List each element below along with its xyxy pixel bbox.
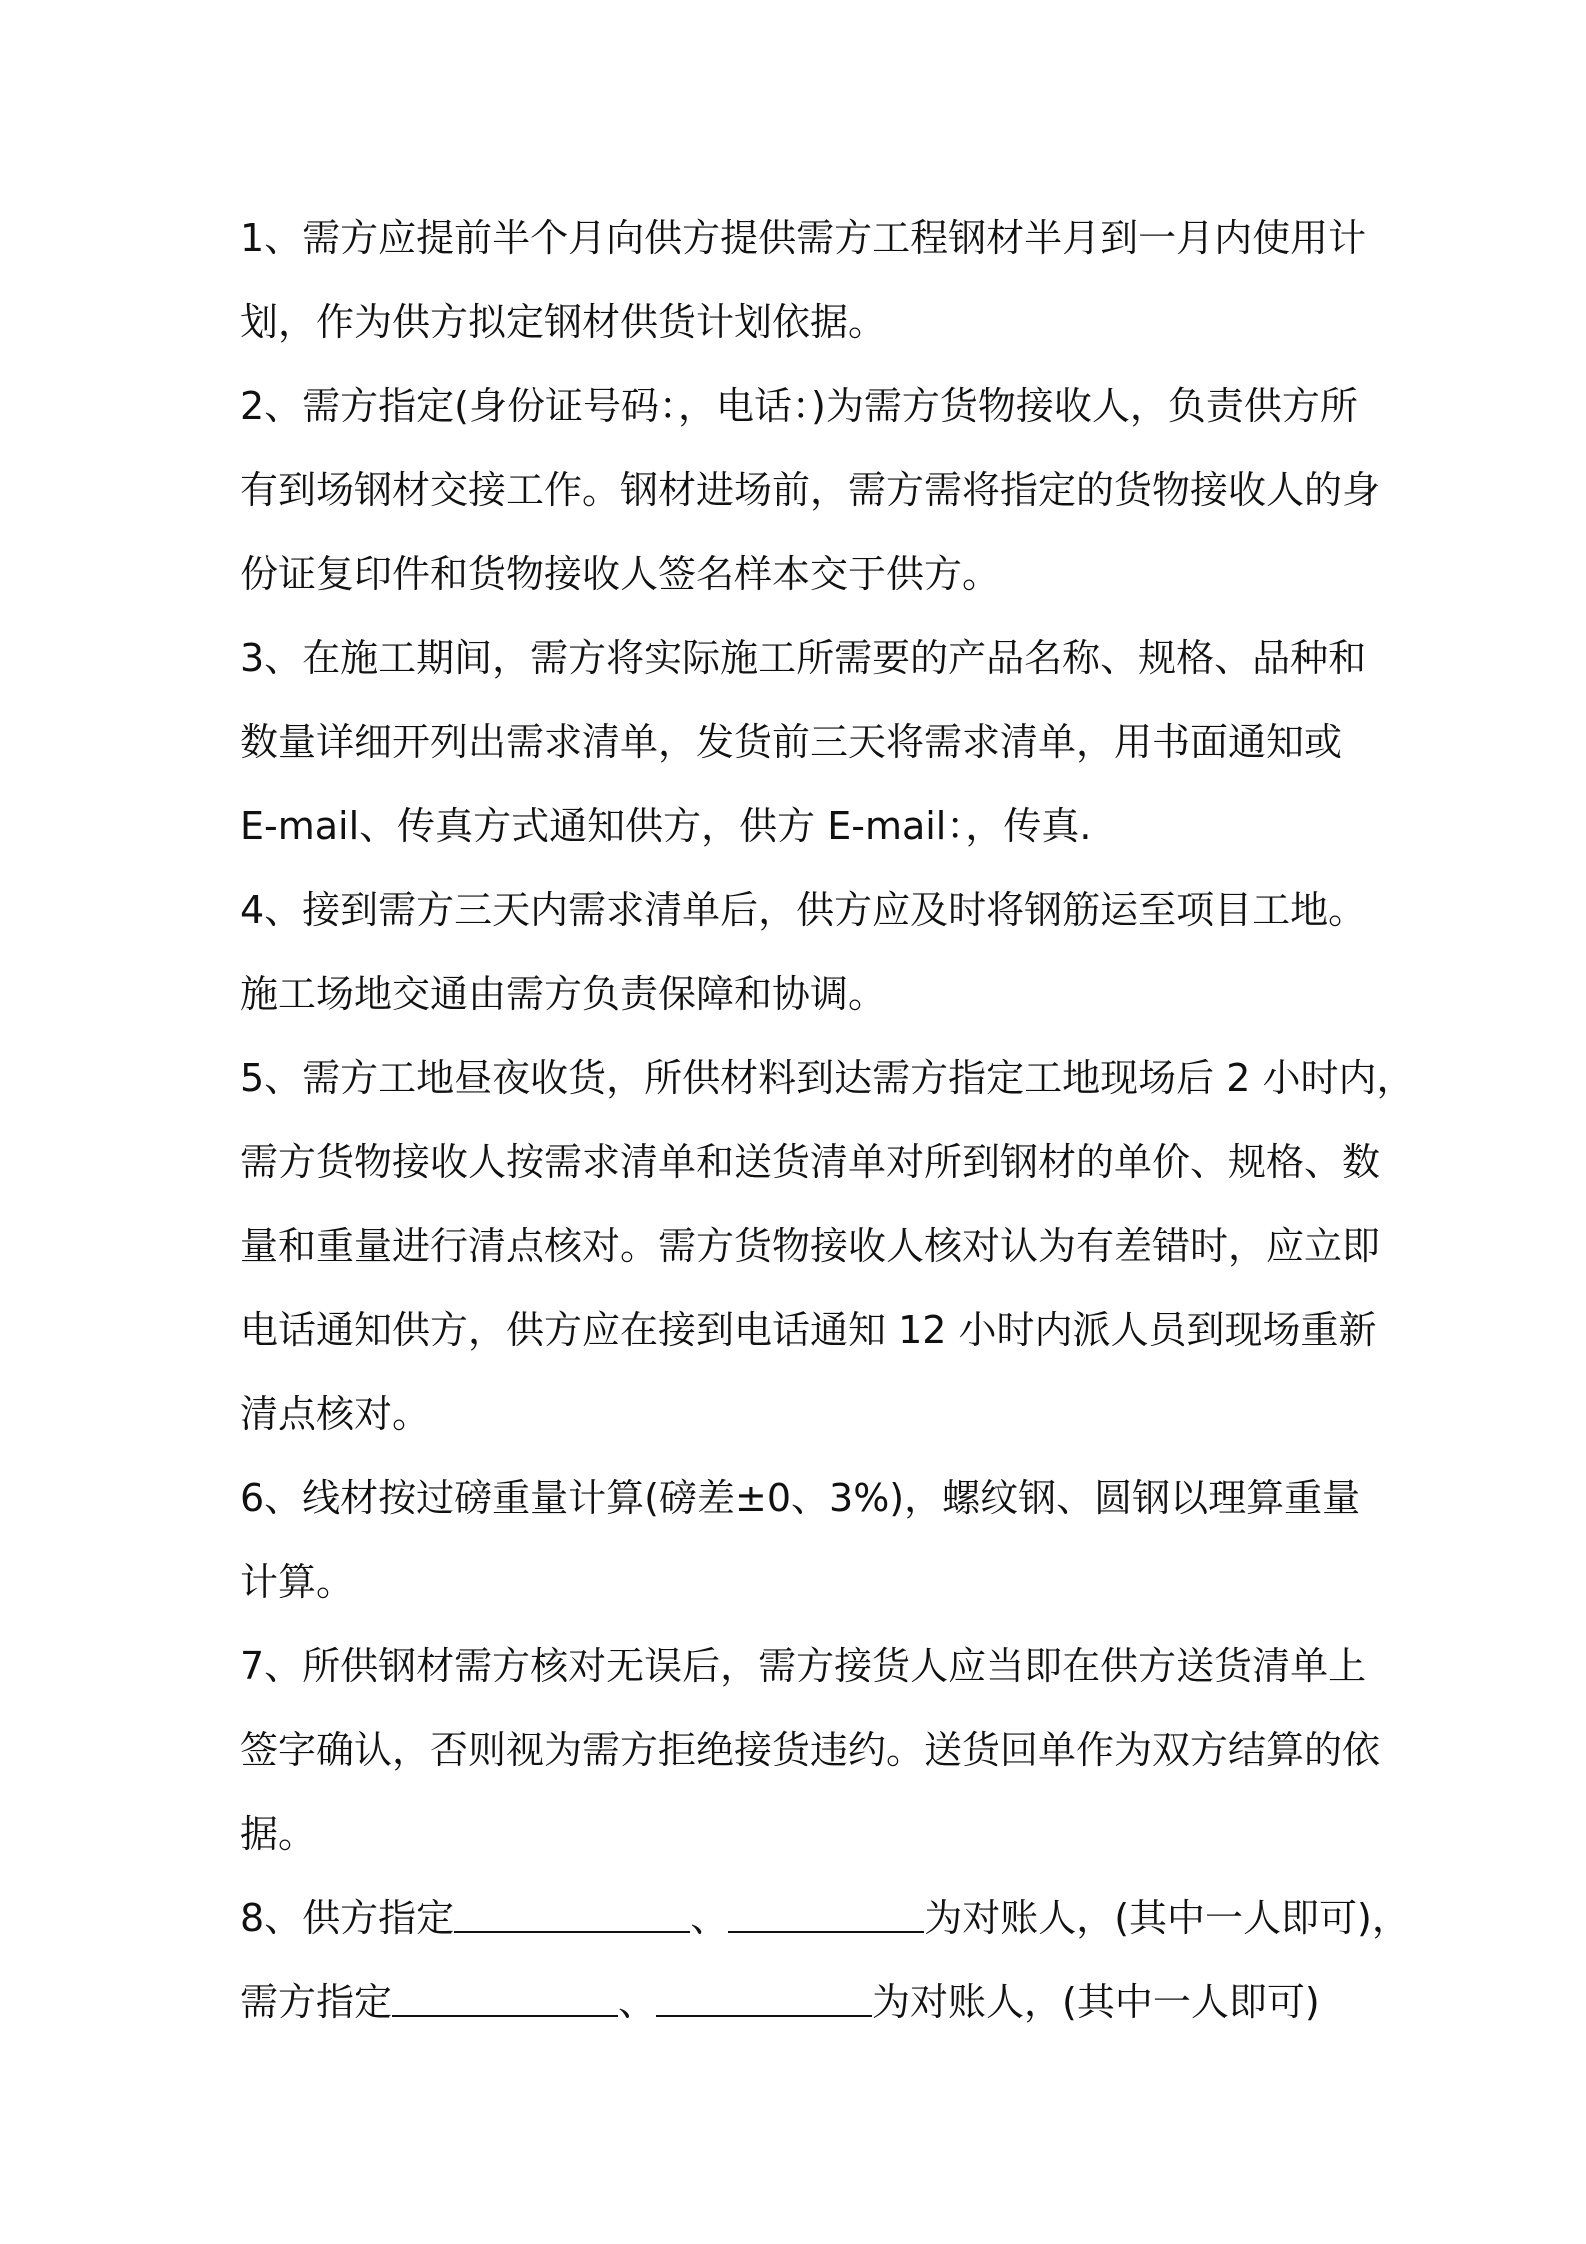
document-body (240, 196, 1415, 2044)
clause-1 (240, 196, 1367, 364)
clause-line: 有到场钢材交接工作。钢材进场前，需方需将指定的货物接收人的身 (240, 468, 1381, 512)
clause-6 (240, 1456, 1360, 1624)
supplier-reconciler-2-field[interactable] (728, 1891, 924, 1933)
clause-line: 1、需方应提前半个月向供方提供需方工程钢材半月到一月内使用计 (240, 216, 1367, 260)
clause-8-buyer-separator: 、 (618, 1980, 657, 2024)
clause-line: 电话通知供方，供方应在接到电话通知 12 小时内派人员到现场重新 (240, 1308, 1377, 1352)
buyer-reconciler-1-field[interactable] (392, 1975, 618, 2017)
clause-4 (240, 868, 1367, 1036)
clause-8-line-supplier (240, 1876, 1410, 1960)
clause-line: 6、线材按过磅重量计算(磅差±0、3%)，螺纹钢、圆钢以理算重量 (240, 1476, 1361, 1520)
clause-8 (240, 1876, 1410, 2044)
clause-2 (240, 364, 1381, 616)
clause-line: 份证复印件和货物接收人签名样本交于供方。 (240, 552, 1001, 596)
clause-5 (240, 1036, 1415, 1456)
supplier-reconciler-1-field[interactable] (454, 1891, 690, 1933)
buyer-reconciler-2-field[interactable] (656, 1975, 872, 2017)
clause-line: 量和重量进行清点核对。需方货物接收人核对认为有差错时，应立即 (240, 1224, 1381, 1268)
clause-8-supplier-separator: 、 (690, 1896, 729, 1940)
clause-line: 清点核对。 (240, 1392, 431, 1436)
clause-8-supplier-prefix: 8、供方指定 (240, 1896, 455, 1940)
clause-line: 4、接到需方三天内需求清单后，供方应及时将钢筋运至项目工地。 (240, 888, 1367, 932)
clause-8-buyer-suffix: 为对账人，(其中一人即可) (872, 1980, 1320, 2024)
clause-line: 2、需方指定(身份证号码：，电话：)为需方货物接收人，负责供方所 (240, 384, 1358, 428)
clause-line: 5、需方工地昼夜收货，所供材料到达需方指定工地现场后 2 小时内， (240, 1056, 1415, 1100)
clause-line: 据。 (240, 1812, 317, 1856)
clause-line: 3、在施工期间，需方将实际施工所需要的产品名称、规格、品种和 (240, 636, 1367, 680)
clause-line: 计算。 (240, 1560, 355, 1604)
clause-line: 划，作为供方拟定钢材供货计划依据。 (240, 300, 887, 344)
clause-3 (240, 616, 1367, 868)
clause-7 (240, 1624, 1381, 1876)
clause-8-supplier-suffix: 为对账人，(其中一人即可)， (924, 1896, 1410, 1940)
clause-8-line-buyer (240, 1960, 1360, 2044)
clause-line: 7、所供钢材需方核对无误后，需方接货人应当即在供方送货清单上 (240, 1644, 1367, 1688)
clause-line: 施工场地交通由需方负责保障和协调。 (240, 972, 887, 1016)
clause-line: E-mail、传真方式通知供方，供方 E-mail：，传真. (240, 804, 1092, 848)
clause-line: 签字确认，否则视为需方拒绝接货违约。送货回单作为双方结算的依 (240, 1728, 1381, 1772)
clause-line: 需方货物接收人按需求清单和送货清单对所到钢材的单价、规格、数 (240, 1140, 1381, 1184)
clause-8-buyer-prefix: 需方指定 (240, 1980, 393, 2024)
clause-line: 数量详细开列出需求清单，发货前三天将需求清单，用书面通知或 (240, 720, 1343, 764)
